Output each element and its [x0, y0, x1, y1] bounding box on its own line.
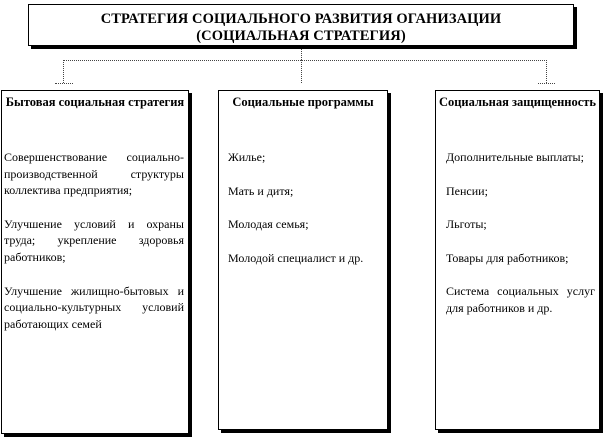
column-heading: Социальная защищенность [438, 95, 597, 109]
column-items [228, 149, 383, 283]
list-item: Совершенствование социально-производственной структуры коллектива предприятия; [4, 150, 184, 198]
connector-left [63, 60, 64, 83]
column-social-programs [218, 90, 388, 430]
list-item: Пенсии; [446, 183, 488, 198]
list-item: Дополнительные выплаты; [446, 150, 584, 164]
list-item: Молодой специалист и др. [228, 250, 364, 265]
connector-left-foot [55, 83, 73, 84]
connector-mid [301, 60, 302, 83]
column-heading: Социальные программы [232, 95, 374, 109]
connector-right [546, 60, 547, 83]
column-items [4, 149, 184, 349]
list-item: Система социальных услуг для работников и др. [446, 284, 595, 315]
column-household-strategy [1, 90, 189, 434]
connector-trunk [301, 49, 302, 60]
connector-right-foot [538, 83, 555, 84]
list-item: Товары для работников; [446, 250, 569, 265]
column-social-protection [435, 90, 600, 430]
column-items [446, 149, 595, 334]
title-line-2: (СОЦИАЛЬНАЯ СТРАТЕГИЯ) [196, 28, 406, 44]
list-item: Молодая семья; [228, 217, 309, 232]
title-line-1: СТРАТЕГИЯ СОЦИАЛЬНОГО РАЗВИТИЯ ОГАНИЗАЦИИ [100, 11, 502, 27]
column-heading: Бытовая социальная стратегия [5, 95, 185, 109]
list-item: Улучшение условий и охраны труда; укрепление здоровья работников; [4, 216, 184, 264]
connector-horizontal [63, 60, 547, 61]
list-item: Льготы; [446, 217, 487, 232]
list-item: Улучшение жилищно-бытовых и социально-культурных условий работающих семей [4, 283, 184, 331]
list-item: Мать и дитя; [228, 183, 294, 198]
list-item: Жилье; [228, 150, 266, 164]
title-box [28, 4, 574, 46]
